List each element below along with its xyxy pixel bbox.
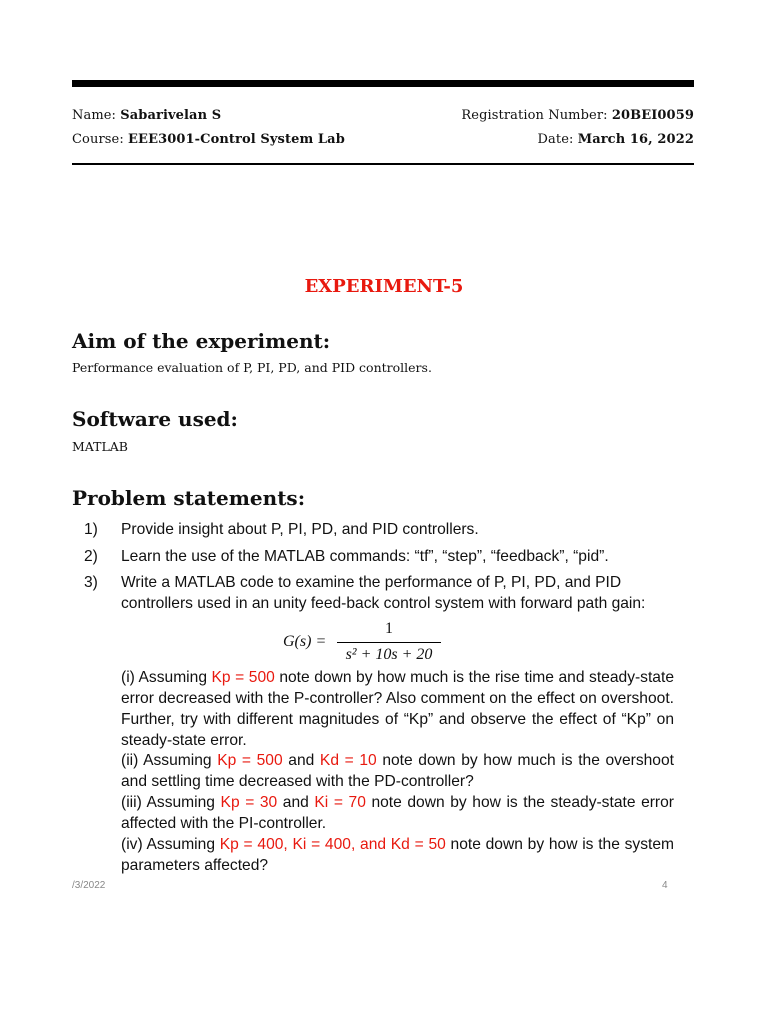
registration-value: 20BEI0059 [611, 108, 694, 123]
problem-text-1: Provide insight about P, PI, PD, and PID controllers. [121, 521, 479, 538]
subpart-ii-param-kd: Kd = 10 [319, 752, 377, 769]
subpart-i-text: note down by how much is the rise time and steady-state error decreased with the P-controller? Also comment on the effect on overshoot. Further, try with different magnitudes of “Kp” and observe the effect of “Kp” on steady-state error. [121, 669, 674, 749]
problems-heading: Problem statements: [72, 486, 306, 510]
subpart-iii-text: note down by how is the steady-state error affected with the PI-controller. [121, 794, 674, 832]
problem-text-2: Learn the use of the MATLAB commands: “tf”, “step”, “feedback”, “pid”. [121, 548, 609, 565]
subpart-ii [121, 750, 674, 792]
registration-label: Registration Number: [461, 108, 608, 123]
name-label: Name: [72, 108, 117, 123]
fraction-bar [337, 642, 441, 643]
header-bottom-rule [72, 163, 694, 165]
date-value: March 16, 2022 [577, 132, 694, 147]
software-heading: Software used: [72, 407, 238, 431]
footer-date: /3/2022 [72, 880, 106, 891]
subpart-ii-text: note down by how much is the overshoot and settling time decreased with the PD-controller? [121, 752, 674, 790]
transfer-function-equation [283, 620, 443, 666]
date-label: Date: [537, 132, 574, 147]
equation-denominator: s² + 10s + 20 [345, 646, 433, 663]
subpart-iii-param-ki: Ki = 70 [314, 794, 366, 811]
subpart-iii-and: and [277, 794, 315, 811]
problem-number-3: 3) [84, 574, 98, 591]
problem-number-2: 2) [84, 548, 98, 565]
subpart-ii-prefix: (ii) Assuming [121, 752, 218, 769]
experiment-title: EXPERIMENT-5 [304, 276, 464, 297]
subpart-iii [121, 792, 674, 834]
subpart-i-param: Kp = 500 [211, 669, 275, 686]
subpart-iv [121, 834, 674, 876]
course-field [72, 132, 345, 147]
subpart-iii-prefix: (iii) Assuming [121, 794, 221, 811]
subpart-ii-param-kp: Kp = 500 [217, 752, 283, 769]
subpart-iv-prefix: (iv) Assuming [121, 836, 220, 853]
course-value: EEE3001-Control System Lab [128, 132, 345, 147]
problem-text-3: Write a MATLAB code to examine the performance of P, PI, PD, and PID controllers used in an unity feed-back control system with forward path gain: [121, 574, 646, 612]
software-text: MATLAB [72, 439, 128, 454]
name-field [72, 108, 221, 123]
subpart-iv-text: note down by how is the system parameters affected? [121, 836, 675, 874]
course-label: Course: [72, 132, 124, 147]
problem-number-1: 1) [84, 521, 98, 538]
top-thick-rule [72, 80, 694, 87]
date-field [538, 132, 695, 147]
subpart-i-prefix: (i) Assuming [121, 669, 212, 686]
equation-lhs: G(s) = [283, 633, 327, 650]
aim-text: Performance evaluation of P, PI, PD, and PID controllers. [72, 360, 432, 375]
subpart-ii-and: and [282, 752, 320, 769]
name-value: Sabarivelan S [120, 108, 222, 123]
equation-numerator: 1 [385, 620, 393, 637]
subpart-i [121, 667, 674, 751]
aim-heading: Aim of the experiment: [72, 329, 331, 353]
registration-field [461, 108, 694, 123]
subpart-iii-param-kp: Kp = 30 [220, 794, 278, 811]
subpart-iv-params: Kp = 400, Ki = 400, and Kd = 50 [219, 836, 446, 853]
footer-page-number: 4 [662, 880, 668, 891]
